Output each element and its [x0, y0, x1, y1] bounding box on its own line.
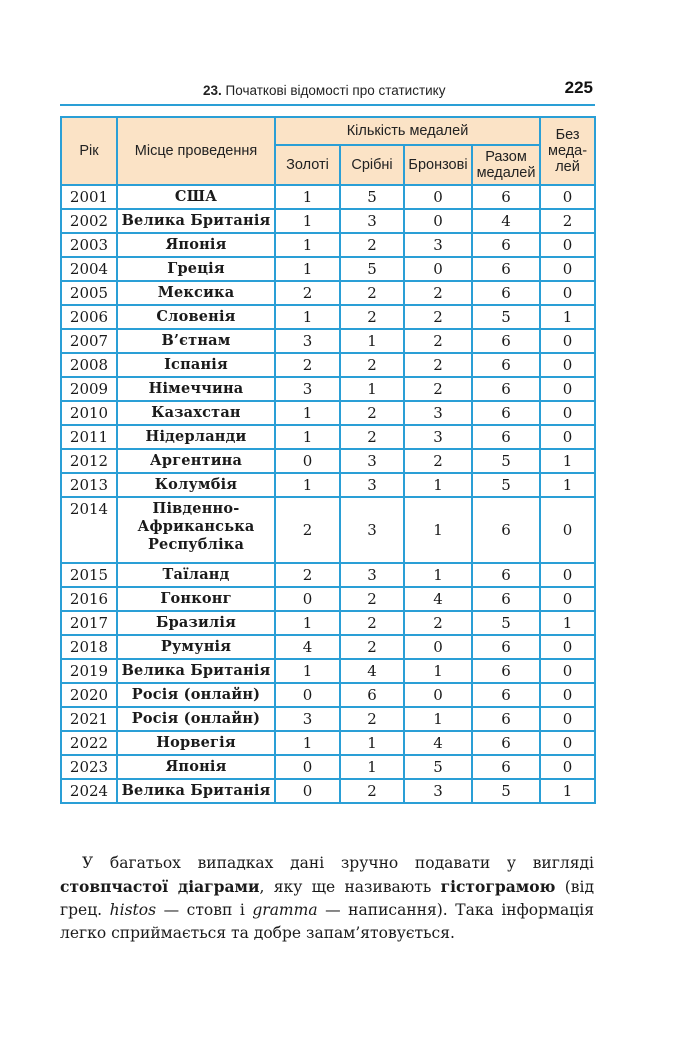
silver-cell: 1: [340, 377, 404, 401]
bronze-cell: 3: [404, 401, 472, 425]
gold-cell: 2: [275, 563, 340, 587]
total-cell: 6: [472, 587, 540, 611]
place-cell: В’єтнам: [117, 329, 275, 353]
header-bronze: Бронзові: [404, 145, 472, 185]
year-cell: 2023: [61, 755, 117, 779]
table-row: [61, 587, 595, 611]
table-row: [61, 563, 595, 587]
bronze-cell: 4: [404, 731, 472, 755]
bronze-cell: 2: [404, 449, 472, 473]
place-cell: Словенія: [117, 305, 275, 329]
gold-cell: 1: [275, 257, 340, 281]
table-row: [61, 353, 595, 377]
paragraph-text: (від грец.: [60, 878, 594, 919]
paragraph-text: У багатьох випадках дані зручно подавати у вигляді: [82, 854, 594, 872]
place-line: Республіка: [147, 536, 245, 553]
bronze-cell: 0: [404, 185, 472, 209]
table-row: [61, 497, 595, 563]
gold-cell: 1: [275, 731, 340, 755]
table-row: [61, 209, 595, 233]
total-cell: 6: [472, 683, 540, 707]
gold-cell: 2: [275, 281, 340, 305]
total-cell: 5: [472, 611, 540, 635]
silver-cell: 2: [340, 635, 404, 659]
year-cell: 2001: [61, 185, 117, 209]
place-cell: Велика Британія: [117, 659, 275, 683]
gold-cell: 1: [275, 473, 340, 497]
gold-cell: 1: [275, 209, 340, 233]
no-medals-cell: 0: [540, 329, 595, 353]
gold-cell: 2: [275, 497, 340, 563]
paragraph-text: — стовп і: [156, 901, 253, 919]
year-cell: 2011: [61, 425, 117, 449]
year-cell: 2015: [61, 563, 117, 587]
table-row: [61, 185, 595, 209]
header-place: Місце проведення: [117, 117, 275, 185]
medals-table: [60, 116, 596, 804]
table-row: [61, 281, 595, 305]
place-cell: [117, 497, 275, 563]
bronze-cell: 1: [404, 707, 472, 731]
total-cell: 6: [472, 425, 540, 449]
no-medals-cell: 0: [540, 563, 595, 587]
silver-cell: 6: [340, 683, 404, 707]
year-cell: 2013: [61, 473, 117, 497]
silver-cell: 3: [340, 497, 404, 563]
gold-cell: 4: [275, 635, 340, 659]
term-histogram: гістограмою: [440, 877, 556, 896]
paragraph-text: — написання). Така інформація легко сприймається та добре запам’ятовується.: [60, 901, 594, 942]
silver-cell: 3: [340, 449, 404, 473]
bronze-cell: 2: [404, 329, 472, 353]
silver-cell: 1: [340, 329, 404, 353]
page-header: [60, 76, 595, 106]
bronze-cell: 2: [404, 305, 472, 329]
no-medals-cell: 1: [540, 779, 595, 803]
total-cell: 4: [472, 209, 540, 233]
place-cell: Таїланд: [117, 563, 275, 587]
year-cell: 2003: [61, 233, 117, 257]
silver-cell: 3: [340, 563, 404, 587]
bronze-cell: 2: [404, 377, 472, 401]
bronze-cell: 0: [404, 635, 472, 659]
header-total: [472, 145, 540, 185]
table-row: [61, 377, 595, 401]
year-cell: 2008: [61, 353, 117, 377]
table-row: [61, 779, 595, 803]
place-cell: Норвегія: [117, 731, 275, 755]
total-cell: 5: [472, 779, 540, 803]
bronze-cell: 0: [404, 257, 472, 281]
no-medals-cell: 0: [540, 185, 595, 209]
year-cell: 2022: [61, 731, 117, 755]
silver-cell: 1: [340, 755, 404, 779]
gold-cell: 0: [275, 587, 340, 611]
year-cell: 2012: [61, 449, 117, 473]
place-cell: Японія: [117, 755, 275, 779]
gold-cell: 3: [275, 707, 340, 731]
gold-cell: 1: [275, 659, 340, 683]
silver-cell: 4: [340, 659, 404, 683]
year-cell: 2016: [61, 587, 117, 611]
total-cell: 6: [472, 233, 540, 257]
place-cell: Велика Британія: [117, 779, 275, 803]
bronze-cell: 0: [404, 683, 472, 707]
year-cell: 2009: [61, 377, 117, 401]
year-cell: 2005: [61, 281, 117, 305]
year-cell: 2010: [61, 401, 117, 425]
table-row: [61, 473, 595, 497]
place-cell: Іспанія: [117, 353, 275, 377]
no-medals-cell: 2: [540, 209, 595, 233]
total-cell: 5: [472, 305, 540, 329]
table-row: [61, 425, 595, 449]
total-cell: 5: [472, 473, 540, 497]
bronze-cell: 2: [404, 611, 472, 635]
gold-cell: 1: [275, 425, 340, 449]
silver-cell: 2: [340, 233, 404, 257]
no-medals-cell: 1: [540, 305, 595, 329]
bronze-cell: 5: [404, 755, 472, 779]
no-medals-cell: 1: [540, 473, 595, 497]
place-cell: Нідерланди: [117, 425, 275, 449]
chapter-number: 23.: [203, 83, 222, 98]
place-line: Південно-: [152, 500, 240, 517]
gold-cell: 0: [275, 683, 340, 707]
term-bar-chart: стовпчастої діаграми: [60, 877, 260, 896]
total-cell: 6: [472, 257, 540, 281]
year-cell: 2024: [61, 779, 117, 803]
place-cell: Греція: [117, 257, 275, 281]
header-year: Рік: [61, 117, 117, 185]
silver-cell: 5: [340, 257, 404, 281]
no-medals-cell: 0: [540, 497, 595, 563]
no-medals-cell: 0: [540, 401, 595, 425]
table-row: [61, 707, 595, 731]
silver-cell: 2: [340, 281, 404, 305]
place-cell: Велика Британія: [117, 209, 275, 233]
gold-cell: 3: [275, 329, 340, 353]
gold-cell: 1: [275, 233, 340, 257]
header-medals-count: Кількість медалей: [275, 117, 540, 145]
bronze-cell: 3: [404, 779, 472, 803]
total-cell: 6: [472, 497, 540, 563]
silver-cell: 2: [340, 779, 404, 803]
place-cell: Бразилія: [117, 611, 275, 635]
table-row: [61, 449, 595, 473]
header-gold: Золоті: [275, 145, 340, 185]
place-line: Африканська: [137, 518, 255, 535]
table-row: [61, 611, 595, 635]
table-row: [61, 635, 595, 659]
no-medals-cell: 1: [540, 611, 595, 635]
bronze-cell: 1: [404, 659, 472, 683]
place-cell: Росія (онлайн): [117, 707, 275, 731]
silver-cell: 2: [340, 425, 404, 449]
bronze-cell: 1: [404, 563, 472, 587]
year-cell: 2021: [61, 707, 117, 731]
place-cell: Казахстан: [117, 401, 275, 425]
year-cell: 2018: [61, 635, 117, 659]
header-silver: Срібні: [340, 145, 404, 185]
total-cell: 6: [472, 731, 540, 755]
bronze-cell: 4: [404, 587, 472, 611]
total-cell: 6: [472, 185, 540, 209]
no-medals-cell: 0: [540, 377, 595, 401]
table-row: [61, 305, 595, 329]
silver-cell: 2: [340, 587, 404, 611]
silver-cell: 2: [340, 611, 404, 635]
gold-cell: 0: [275, 449, 340, 473]
bronze-cell: 0: [404, 209, 472, 233]
header-total-line1: Разом: [485, 149, 527, 165]
chapter-title-text: Початкові відомості про статистику: [225, 83, 446, 98]
place-cell: Аргентина: [117, 449, 275, 473]
total-cell: 6: [472, 353, 540, 377]
gold-cell: 1: [275, 401, 340, 425]
total-cell: 6: [472, 659, 540, 683]
bronze-cell: 1: [404, 497, 472, 563]
total-cell: 6: [472, 329, 540, 353]
silver-cell: 1: [340, 731, 404, 755]
no-medals-cell: 1: [540, 449, 595, 473]
place-cell: Колумбія: [117, 473, 275, 497]
no-medals-cell: 0: [540, 353, 595, 377]
bronze-cell: 2: [404, 353, 472, 377]
no-medals-cell: 0: [540, 257, 595, 281]
place-cell: Мексика: [117, 281, 275, 305]
no-medals-cell: 0: [540, 281, 595, 305]
table-row: [61, 401, 595, 425]
chapter-title: [203, 83, 445, 98]
place-cell: Гонконг: [117, 587, 275, 611]
no-medals-cell: 0: [540, 707, 595, 731]
silver-cell: 3: [340, 209, 404, 233]
table-row: [61, 731, 595, 755]
gold-cell: 0: [275, 755, 340, 779]
bronze-cell: 1: [404, 473, 472, 497]
table-row: [61, 329, 595, 353]
gold-cell: 0: [275, 779, 340, 803]
gold-cell: 2: [275, 353, 340, 377]
no-medals-cell: 0: [540, 425, 595, 449]
body-paragraph: [60, 852, 594, 945]
no-medals-cell: 0: [540, 755, 595, 779]
place-cell: США: [117, 185, 275, 209]
table-row: [61, 233, 595, 257]
year-cell: 2004: [61, 257, 117, 281]
year-cell: 2019: [61, 659, 117, 683]
gold-cell: 1: [275, 305, 340, 329]
place-cell: Росія (онлайн): [117, 683, 275, 707]
gold-cell: 3: [275, 377, 340, 401]
silver-cell: 3: [340, 473, 404, 497]
no-medals-cell: 0: [540, 635, 595, 659]
page-number: 225: [564, 78, 593, 97]
bronze-cell: 3: [404, 233, 472, 257]
table-row: [61, 755, 595, 779]
bronze-cell: 3: [404, 425, 472, 449]
total-cell: 6: [472, 635, 540, 659]
paragraph-text: , яку ще називають: [259, 878, 441, 896]
place-cell: Німеччина: [117, 377, 275, 401]
silver-cell: 2: [340, 401, 404, 425]
total-cell: 6: [472, 377, 540, 401]
term-histos: histos: [109, 901, 157, 919]
no-medals-cell: 0: [540, 587, 595, 611]
place-cell: Румунія: [117, 635, 275, 659]
silver-cell: 2: [340, 353, 404, 377]
total-cell: 5: [472, 449, 540, 473]
gold-cell: 1: [275, 185, 340, 209]
gold-cell: 1: [275, 611, 340, 635]
silver-cell: 2: [340, 305, 404, 329]
no-medals-cell: 0: [540, 233, 595, 257]
total-cell: 6: [472, 401, 540, 425]
header-no-medals-line3: лей: [555, 159, 580, 175]
table-row: [61, 659, 595, 683]
header-no-medals-line2: меда-: [547, 143, 588, 159]
table-row: [61, 257, 595, 281]
no-medals-cell: 0: [540, 731, 595, 755]
header-total-line2: медалей: [476, 165, 536, 181]
silver-cell: 5: [340, 185, 404, 209]
total-cell: 6: [472, 281, 540, 305]
total-cell: 6: [472, 563, 540, 587]
total-cell: 6: [472, 755, 540, 779]
total-cell: 6: [472, 707, 540, 731]
no-medals-cell: 0: [540, 659, 595, 683]
year-cell: 2007: [61, 329, 117, 353]
silver-cell: 2: [340, 707, 404, 731]
table-row: [61, 683, 595, 707]
place-cell: Японія: [117, 233, 275, 257]
year-cell: 2002: [61, 209, 117, 233]
header-no-medals: [540, 117, 595, 185]
year-cell: 2020: [61, 683, 117, 707]
header-no-medals-line1: Без: [555, 127, 580, 143]
year-cell: 2006: [61, 305, 117, 329]
bronze-cell: 2: [404, 281, 472, 305]
year-cell: 2017: [61, 611, 117, 635]
no-medals-cell: 0: [540, 683, 595, 707]
year-cell: 2014: [61, 497, 117, 563]
term-gramma: gramma: [252, 901, 318, 919]
